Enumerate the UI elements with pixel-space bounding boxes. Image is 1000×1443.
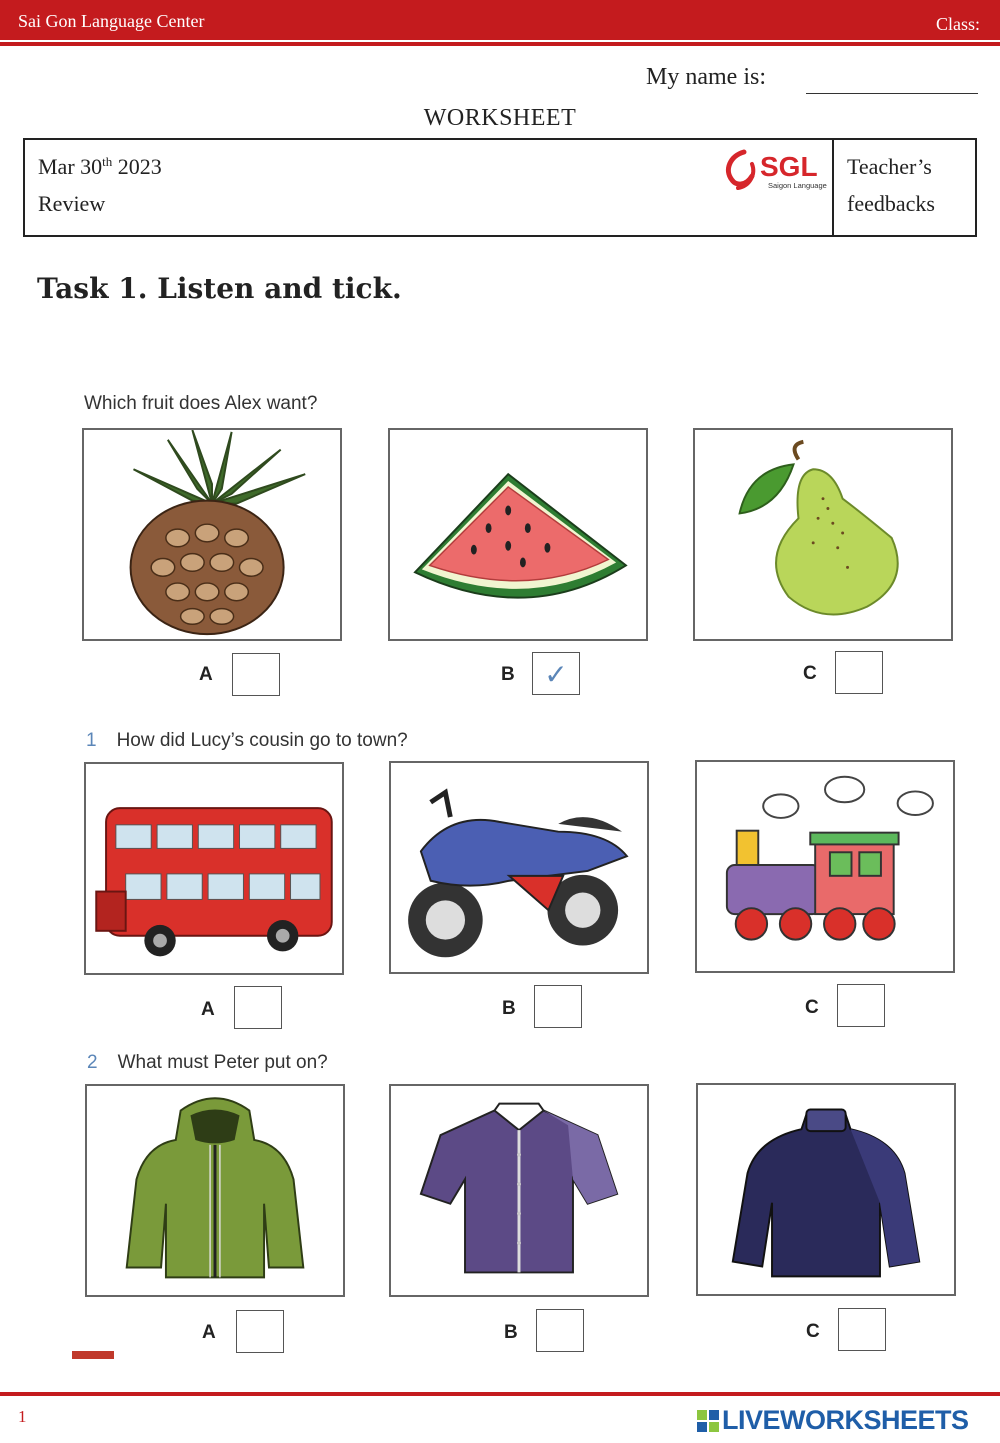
page-tab [72,1351,114,1359]
question-1 [86,730,408,752]
checkbox-c[interactable] [838,1308,886,1351]
lesson-date: Mar 30th 2023 [38,154,162,179]
header-divider [0,42,1000,46]
footer-divider [0,1392,1000,1396]
option-c-label: C [805,997,819,1018]
question-example [84,393,317,415]
option-c-label: C [803,663,817,684]
lesson-name: Review [38,191,106,216]
question-number: 2 [87,1052,98,1073]
feedback-label-2: feedbacks [847,191,935,216]
picture-watermelon [388,428,648,641]
checkbox-a[interactable] [232,653,280,696]
question-text: Which fruit does Alex want? [84,393,318,414]
page-number: 1 [18,1407,27,1426]
task-title: Task 1. Listen and tick. [37,272,402,305]
liveworksheets-brand: LIVEWORKSHEETS [722,1405,969,1435]
checkbox-c[interactable] [837,984,885,1027]
option-a-label: A [199,664,213,685]
sgl-logo [722,146,832,196]
svg-text:Saigon Language: Saigon Language [768,181,827,190]
question-text: What must Peter put on? [117,1052,328,1073]
class-label: Class: [935,14,980,34]
picture-bus [84,762,344,975]
picture-sweater [696,1083,956,1296]
checkbox-b[interactable] [534,985,582,1028]
picture-motorbike [389,761,649,974]
option-b-label: B [501,664,515,685]
checkbox-a[interactable] [234,986,282,1029]
picture-pineapple [82,428,342,641]
worksheet-title: WORKSHEET [423,105,577,131]
option-b-label: B [504,1322,518,1343]
picture-jacket [85,1084,345,1297]
question-text: How did Lucy’s cousin go to town? [116,730,408,751]
picture-pear [693,428,953,641]
name-input-line[interactable] [806,93,978,94]
question-number: 1 [86,730,97,751]
option-a-label: A [202,1322,216,1343]
header-bar [0,0,1000,40]
checkbox-c[interactable] [835,651,883,694]
feedback-label-1: Teacher’s [847,154,932,179]
option-b-label: B [502,998,516,1019]
checkbox-b[interactable] [536,1309,584,1352]
tick-mark: ✓ [544,658,568,691]
name-label: My name is: [646,64,766,90]
picture-train [695,760,955,973]
picture-shirt [389,1084,649,1297]
checkbox-b[interactable] [532,652,580,695]
info-box [23,138,977,237]
school-name: Sai Gon Language Center [18,11,205,31]
option-a-label: A [201,999,215,1020]
question-2 [87,1052,328,1074]
info-divider [832,140,834,235]
option-c-label: C [806,1321,820,1342]
svg-text:SGL: SGL [760,151,818,182]
liveworksheets-icon [697,1410,719,1432]
checkbox-a[interactable] [236,1310,284,1353]
